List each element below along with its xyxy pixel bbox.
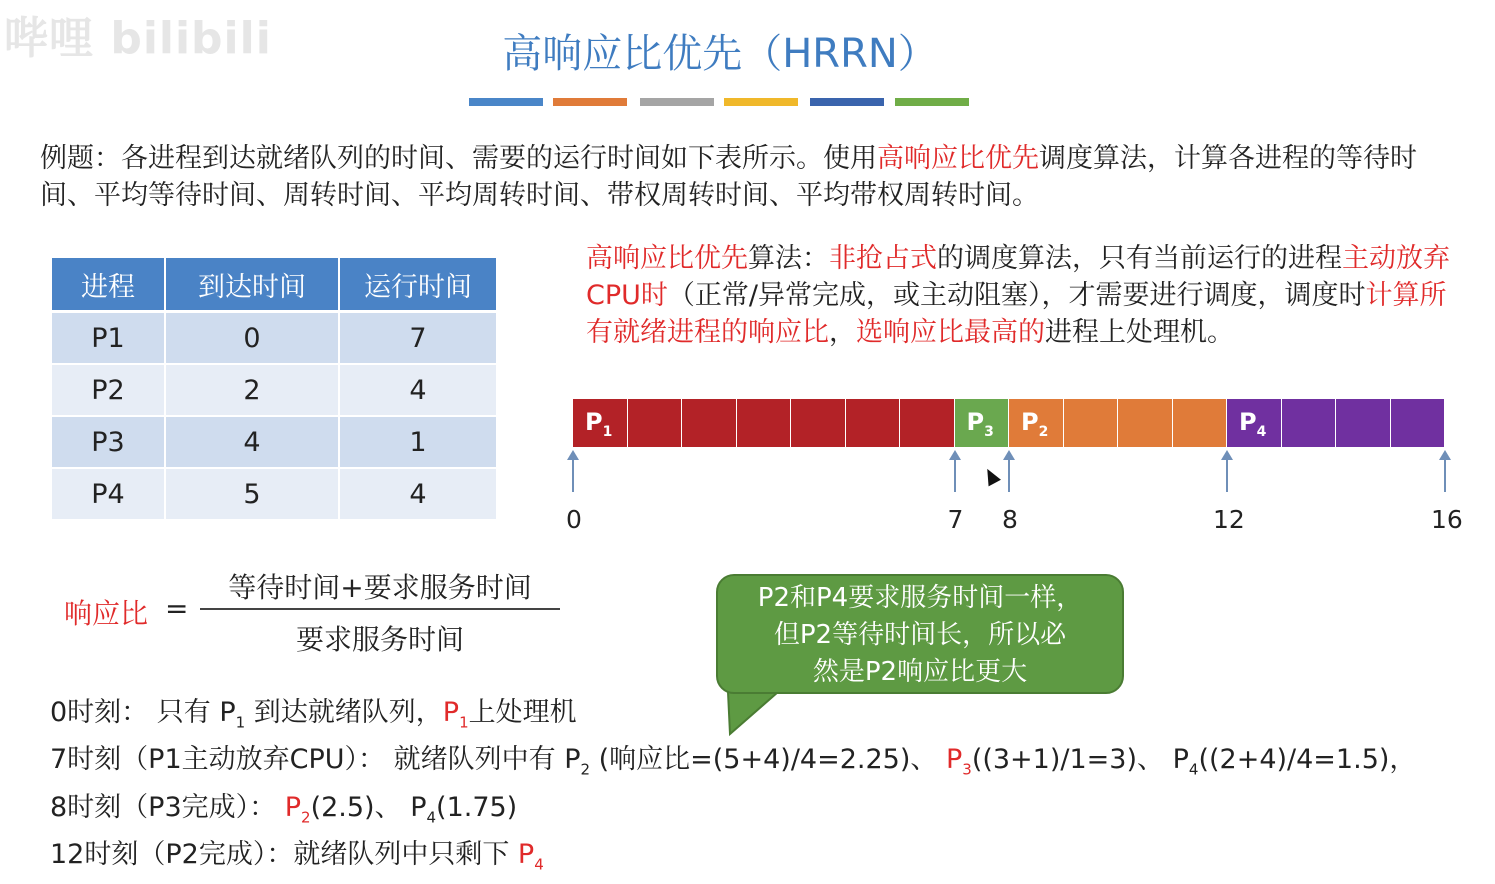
table-cell: 1 bbox=[339, 416, 497, 468]
formula-label: 响应比 bbox=[64, 597, 149, 630]
gantt-cell bbox=[955, 399, 1010, 447]
time-arrow bbox=[572, 452, 574, 492]
gantt-cell bbox=[1118, 399, 1173, 447]
time-tick-label: 7 bbox=[947, 505, 964, 534]
table-cell: P3 bbox=[52, 416, 165, 468]
table-header-row bbox=[52, 258, 497, 312]
step-line-t12: 12时刻（P2完成）：就绪队列中只剩下 $P_4$ bbox=[50, 839, 544, 874]
algorithm-description: 高响应比优先算法：非抢占式的调度算法，只有当前运行的进程主动放弃CPU时（正常/异常完成，或主动阻塞），才需要进行调度，调度时计算所有就绪进程的响应比，选响应比最高的进程上处理机。 bbox=[586, 243, 1450, 348]
header-process: 进程 bbox=[52, 258, 165, 312]
gantt-process-label: $P_2$ bbox=[1021, 408, 1049, 440]
table-row bbox=[52, 312, 497, 365]
formula-denominator: 要求服务时间 bbox=[295, 623, 464, 656]
gantt-cell bbox=[1391, 399, 1446, 447]
mouse-cursor-icon bbox=[981, 466, 1001, 487]
title-bar-segment bbox=[724, 98, 798, 106]
table-cell: 4 bbox=[165, 416, 339, 468]
time-arrow bbox=[1008, 452, 1010, 492]
table-cell: 0 bbox=[165, 312, 339, 365]
algorithm-highlight: 高响应比优先 bbox=[877, 143, 1039, 174]
fraction-line bbox=[200, 608, 560, 610]
gantt-cell bbox=[1282, 399, 1337, 447]
gantt-cell bbox=[1173, 399, 1228, 447]
title-bar-segment bbox=[640, 98, 714, 106]
callout-note: P2和P4要求服务时间一样， 但P2等待时间长，所以必 然是P2响应比更大 bbox=[716, 574, 1124, 694]
time-tick-label: 0 bbox=[566, 505, 582, 534]
slide-title: 高响应比优先（HRRN） bbox=[502, 31, 938, 77]
table-cell: 2 bbox=[165, 364, 339, 416]
scheduling-steps bbox=[50, 694, 1416, 884]
gantt-cell bbox=[1009, 399, 1064, 447]
gantt-cell bbox=[628, 399, 683, 447]
table-cell: 4 bbox=[339, 364, 497, 416]
header-runtime: 运行时间 bbox=[339, 258, 497, 312]
time-tick-label: 8 bbox=[1002, 505, 1018, 534]
gantt-cell bbox=[737, 399, 792, 447]
title-bar-segment bbox=[469, 98, 543, 106]
table-cell: P4 bbox=[52, 468, 165, 520]
step-line-t8: 8时刻（P3完成）： $P_2(2.5)$、 $P_4(1.75)$ bbox=[50, 791, 518, 827]
time-arrow bbox=[1226, 452, 1228, 492]
problem-statement: 例题：各进程到达就绪队列的时间、需要的运行时间如下表所示。使用高响应比优先调度算法，计算各进程的等待时间、平均等待时间、周转时间、平均周转时间、带权周转时间、平均带权周转时间。 bbox=[40, 143, 1417, 211]
title-bar-segment bbox=[553, 98, 627, 106]
step-line-t7: 7时刻（P1主动放弃CPU）： 就绪队列中有 $P_2$ (响应比=(5+4)/4=2.25)、 $P_3((3+1)/1=3)$、 $P_4((2+4)/4=1.5)$， bbox=[50, 744, 1417, 779]
table-row bbox=[52, 468, 497, 520]
table-cell: 5 bbox=[165, 468, 339, 520]
title-bar-segment bbox=[895, 98, 969, 106]
table-cell: 4 bbox=[339, 468, 497, 520]
header-arrival: 到达时间 bbox=[165, 258, 339, 312]
gantt-cell bbox=[682, 399, 737, 447]
gantt-cell bbox=[846, 399, 901, 447]
gantt-cell bbox=[1064, 399, 1119, 447]
table-cell: 7 bbox=[339, 312, 497, 365]
gantt-cell bbox=[573, 399, 628, 447]
step-line-t0: 0时刻： 只有 $P_1$ 到达就绪队列，$P_1$上处理机 bbox=[50, 697, 577, 732]
time-arrow bbox=[954, 452, 956, 492]
formula-numerator: 等待时间+要求服务时间 bbox=[228, 571, 532, 604]
gantt-cell bbox=[1227, 399, 1282, 447]
title-bar-segment bbox=[810, 98, 884, 106]
table-cell: P2 bbox=[52, 364, 165, 416]
watermark-logo: 哔哩 bilibili bbox=[4, 13, 272, 64]
gantt-process-label: $P_4$ bbox=[1239, 408, 1267, 440]
gantt-cell bbox=[1336, 399, 1391, 447]
time-tick-label: 16 bbox=[1431, 505, 1463, 534]
time-arrow bbox=[1444, 452, 1446, 492]
gantt-chart bbox=[573, 399, 1445, 447]
time-tick-label: 12 bbox=[1213, 505, 1245, 534]
table-row bbox=[52, 364, 497, 416]
process-table bbox=[52, 258, 498, 521]
formula-equals: = bbox=[165, 592, 189, 625]
gantt-process-label: $P_3$ bbox=[966, 408, 994, 440]
table-cell: P1 bbox=[52, 312, 165, 365]
table-row bbox=[52, 416, 497, 468]
gantt-cell bbox=[900, 399, 955, 447]
gantt-process-label: $P_1$ bbox=[585, 408, 613, 440]
gantt-cell bbox=[791, 399, 846, 447]
